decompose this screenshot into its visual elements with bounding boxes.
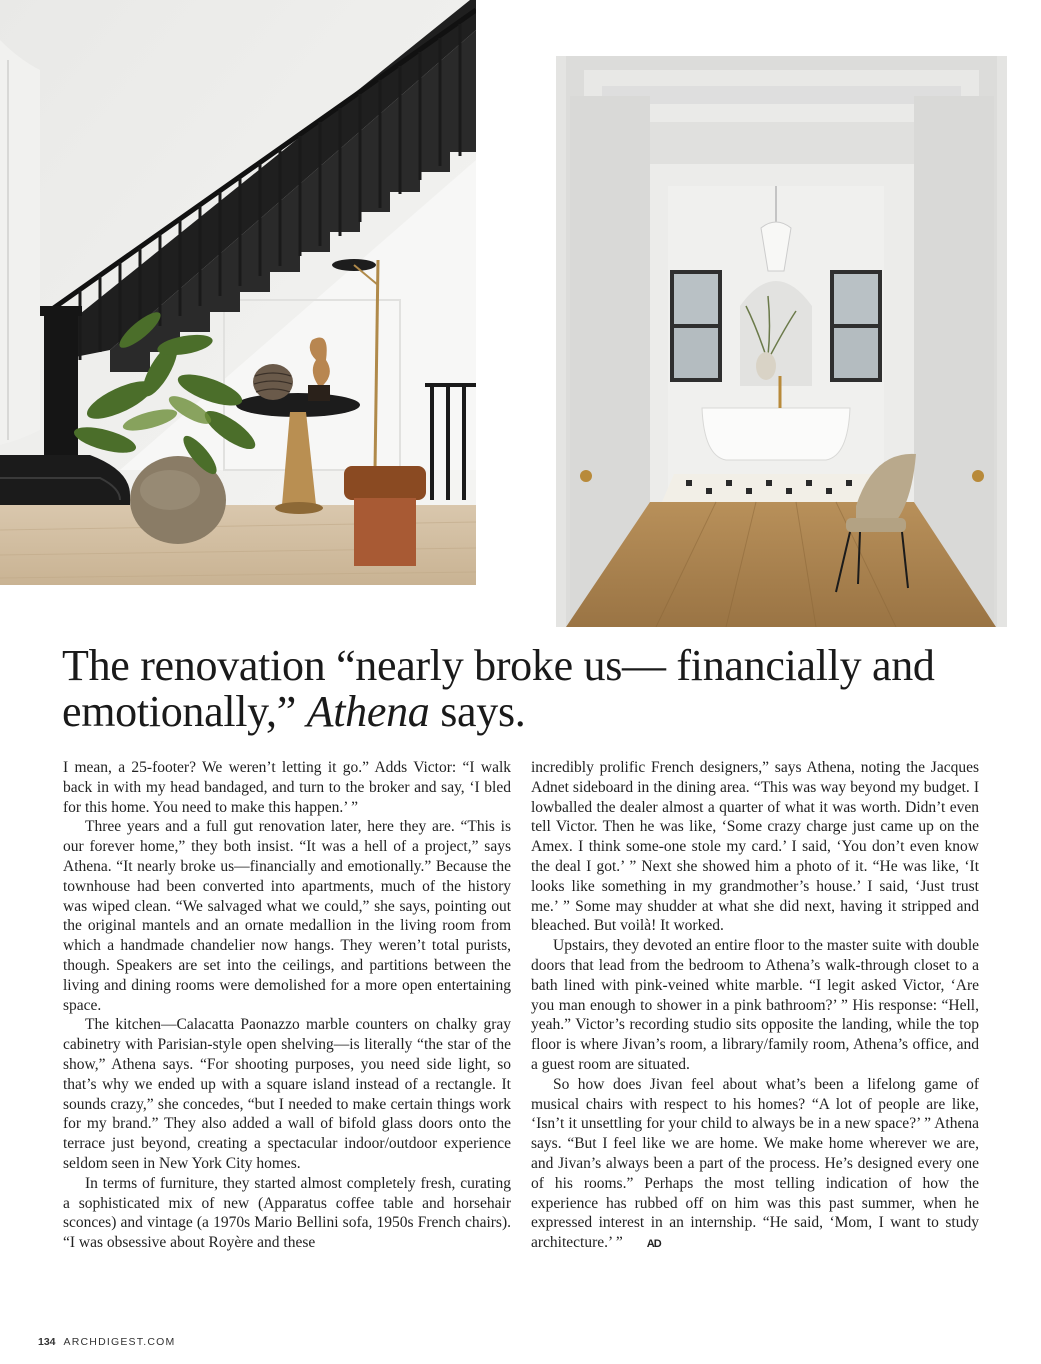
end-mark-logo: AD	[646, 1238, 661, 1251]
site-name: ARCHDIGEST.COM	[63, 1336, 176, 1348]
page-footer	[38, 1336, 175, 1348]
paragraph: I mean, a 25-footer? We weren’t letting it go.” Adds Victor: “I walk back in with my head bandaged, and turn to the broker and say, ‘I bled for this home. You need to make this happen.’ ”	[63, 759, 511, 816]
paragraph: Upstairs, they devoted an entire floor to the master suite with double doors that lead from the bedroom to Athena’s walk-through closet to a bath lined with pink-veined white marble. “I legit asked Victor, ‘Are you man enough to shower in a pink bathroom?’ ” His response: “Hell, yeah.” Victor’s recording studio sits opposite the landing, while the top floor is where Jivan’s room, a library/family room, Athena’s office, and a guest room are situated.	[531, 937, 979, 1073]
paragraph: The kitchen—Calacatta Paonazzo marble counters on chalky gray cabinetry with Parisian-style open shelving—is literally “the star of the show,” Athena says. “For shooting purposes, you need side light, so that’s why we ended up with a square island instead of a rectangle. It sounds crazy,” she concedes, “but I needed to make certain things work for my brand.” They also added a wall of bifold glass doors onto the terrace just beyond, creating a spectacular indoor/outdoor experience seldom seen in New York City homes.	[63, 1016, 511, 1172]
pull-quote-italic-name: Athena	[306, 687, 430, 736]
pull-quote-text: The renovation “nearly broke us— financially and emotionally,”	[62, 641, 935, 736]
pull-quote-end: says.	[429, 687, 526, 736]
paragraph	[531, 1075, 979, 1255]
body-column-right	[531, 758, 979, 1255]
bathroom-illustration	[556, 56, 1007, 627]
body-column-left	[63, 758, 511, 1253]
staircase-illustration	[0, 0, 476, 585]
paragraph: Three years and a full gut renovation later, here they are. “This is our forever home,” they both insist. “It was a hell of a project,” says Athena. “It nearly broke us—financially and emotionally.” Because the townhouse had been converted into apartments, much of the history was wiped clean. “We salvaged what we could,” she says, pointing out the original mantels and an ornate medallion in the living room from which a handmade chandelier now hangs. They weren’t total purists, though. Speakers are set into the ceilings, and partitions between the living and dining rooms were demolished for a more open entertaining space.	[63, 818, 511, 1014]
paragraph: In terms of furniture, they started almost completely fresh, curating a sophisticated mix of new (Apparatus coffee table and horsehair sconces) and vintage (a 1970s Mario Bellini sofa, 1950s French chairs). “I was obsessive about Royère and these	[63, 1174, 511, 1252]
bathroom-photo	[556, 56, 1007, 627]
pull-quote	[62, 643, 1002, 735]
paragraph-text: So how does Jivan feel about what’s been a lifelong game of musical chairs with respect to his homes? “A lot of people are like, ‘Isn’t it unsettling for your child to always be in a new space?’ ” Athena says. “But I feel like we are home. We make home wherever we are, and Jivan’s always been a part of the process. He’s designed every one of his rooms.” Perhaps the most telling indication of how the experience has rubbed off on him was this past summer, when he expressed interest in an internship. “He said, ‘Mom, I want to study architecture.’ ”	[531, 1075, 979, 1252]
page-number: 134	[38, 1336, 56, 1348]
paragraph: incredibly prolific French designers,” says Athena, noting the Jacques Adnet sideboard in the dining area. “This was way beyond my budget. I lowballed the dealer almost a quarter of what it was worth. Didn’t even tell Victor. Then he was like, ‘Some crazy charge just came up on the Amex. I think some-one stole my card.’ I said, ‘You don’t even know the deal I got.’ ” Next she showed him a photo of it. “He was like, ‘It looks like something in my grandmother’s house.’ I said, ‘Just trust me.’ ” Some may shudder at what she did next, having it stripped and bleached. But voilà! It worked.	[531, 759, 979, 935]
staircase-photo	[0, 0, 476, 585]
